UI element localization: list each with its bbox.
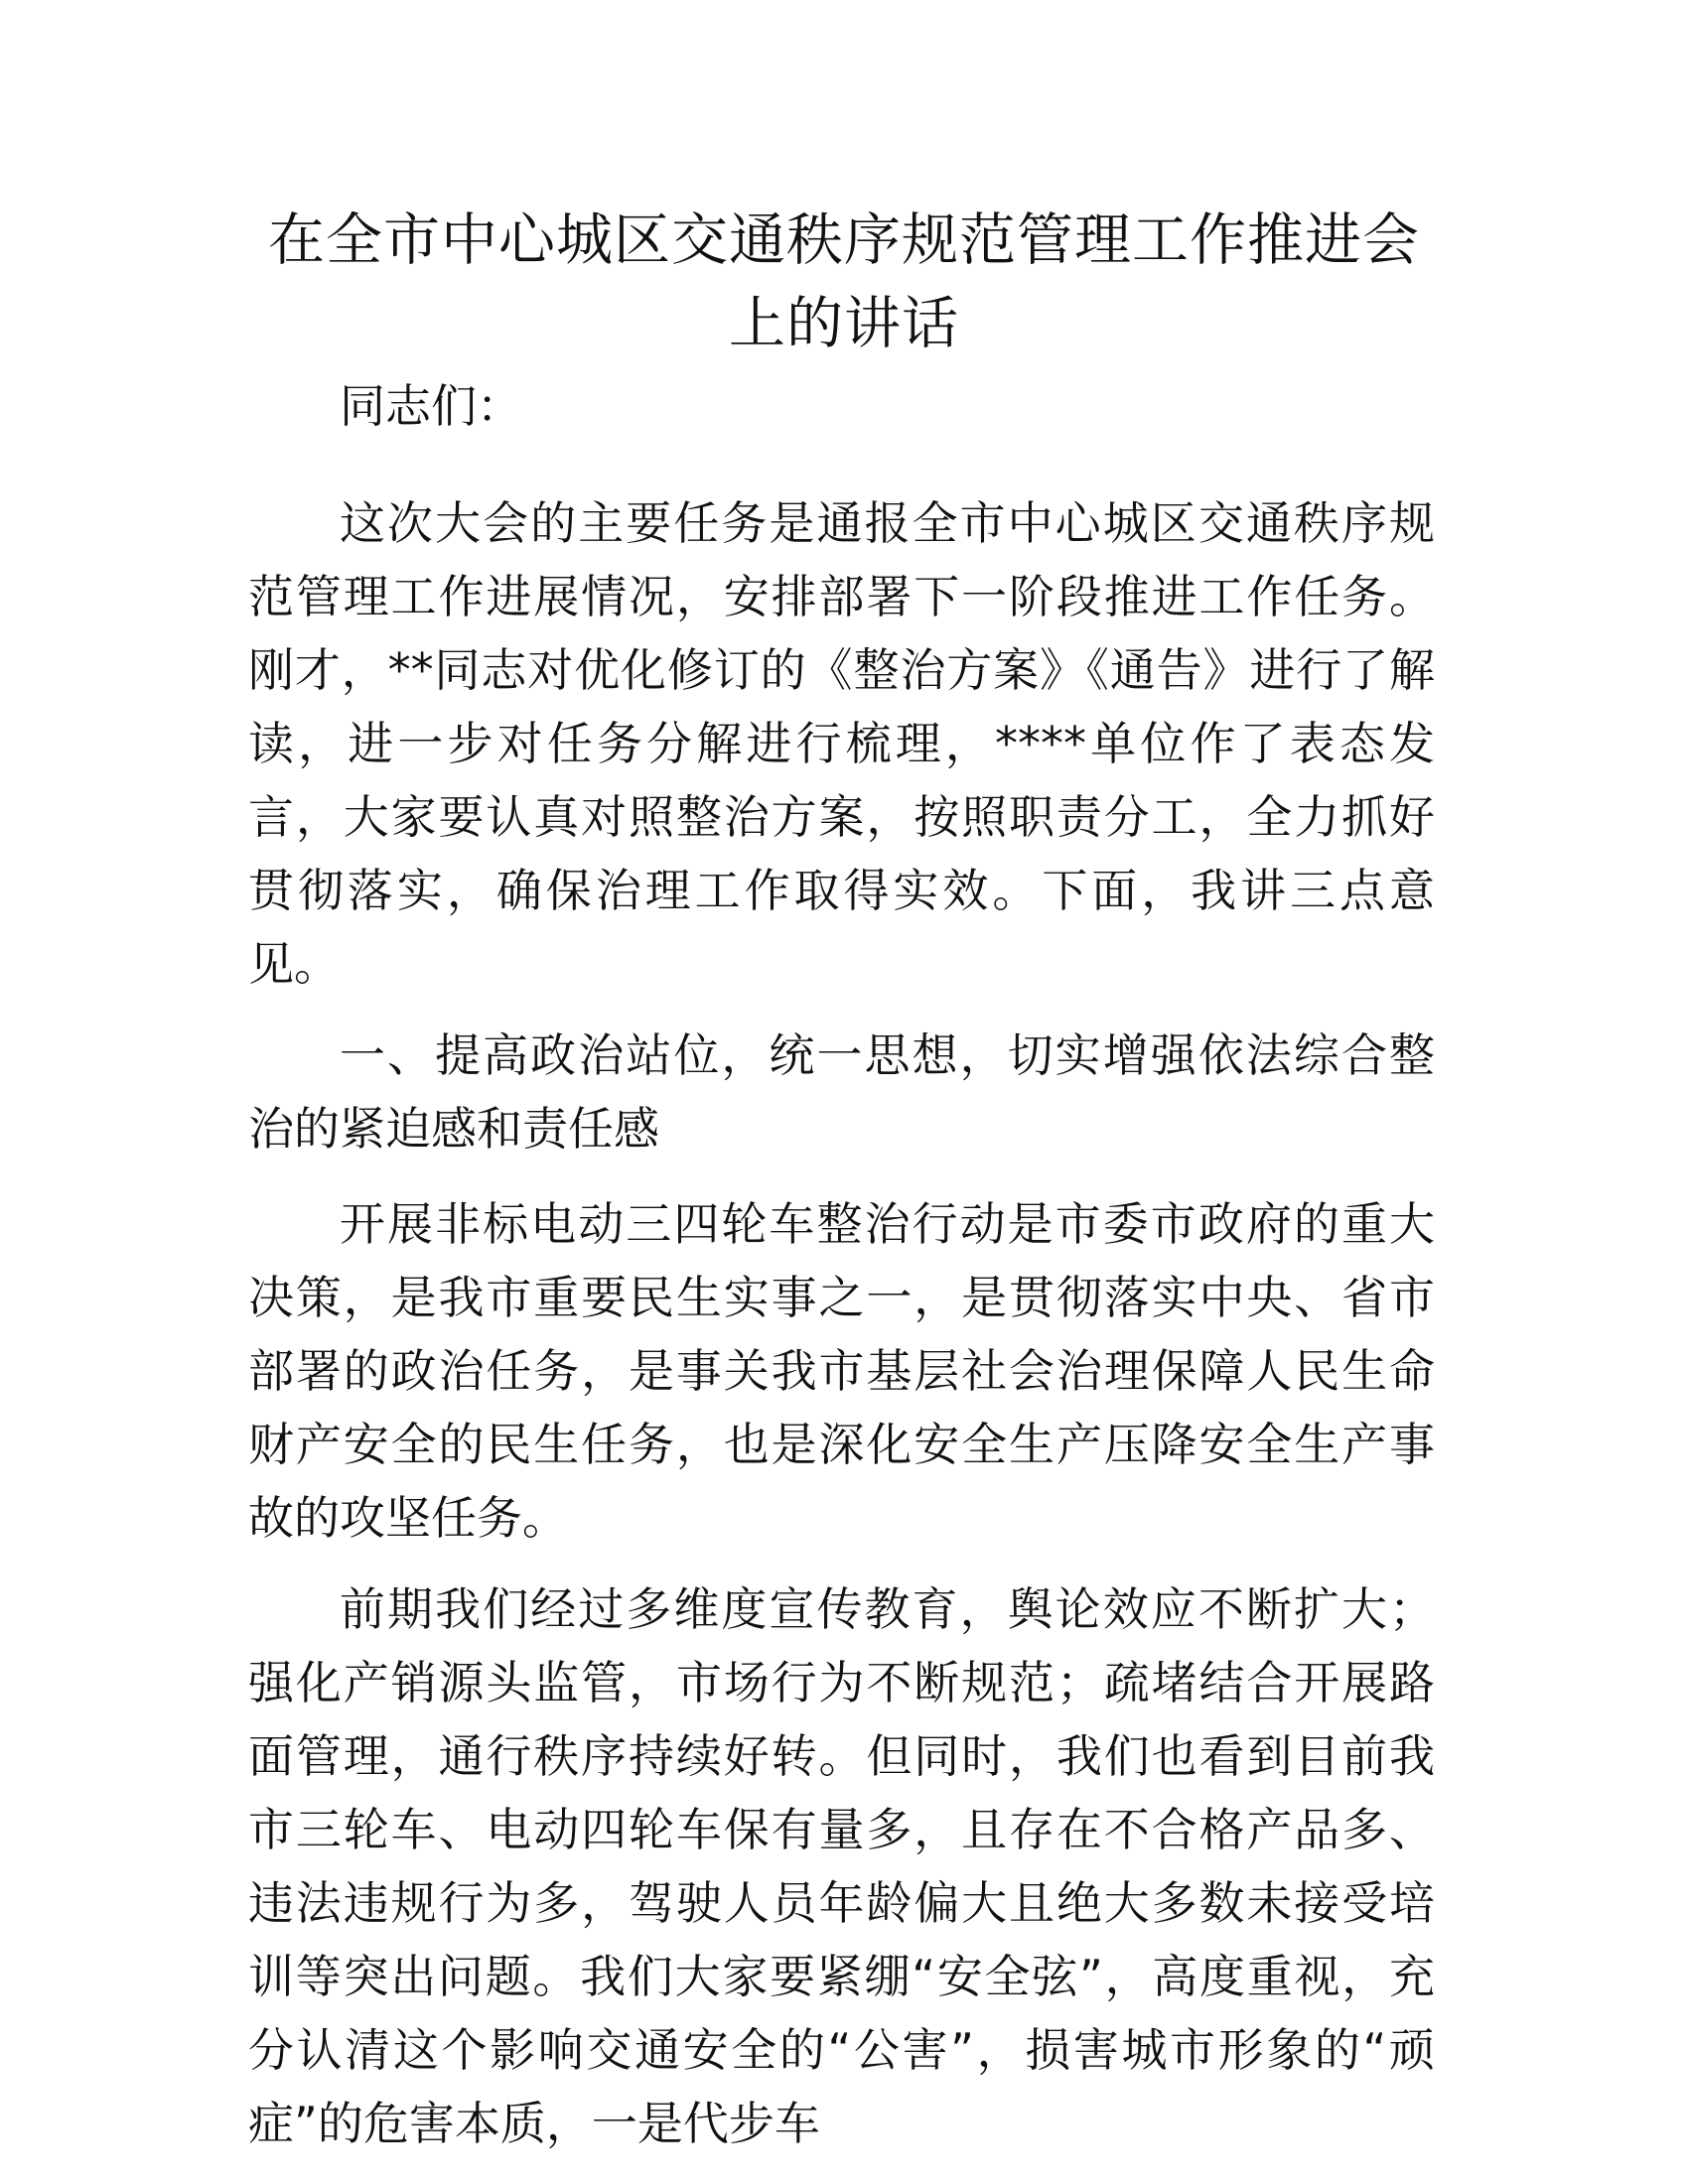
paragraph-intro: 这次大会的主要任务是通报全市中心城区交通秩序规范管理工作进展情况，安排部署下一阶段推进工作任务。刚才，**同志对优化修订的《整治方案》《通告》进行了解读，进一步对任务分解进行梳理，****单位作了表态发言，大家要认真对照整治方案，按照职责分工，全力抓好贯彻落实，确保治理工作取得实效。下面，我讲三点意见。 <box>248 496 1435 991</box>
salutation: 同志们： <box>340 379 522 433</box>
paragraph-progress: 前期我们经过多维度宣传教育，舆论效应不断扩大；强化产销源头监管，市场行为不断规范；疏堵结合开展路面管理，通行秩序持续好转。但同时，我们也看到目前我市三轮车、电动四轮车保有量多，且存在不合格产品多、违法违规行为多，驾驶人员年龄偏大且绝大多数未接受培训等突出问题。我们大家要紧绷“安全弦”，高度重视，充分认清这个影响交通安全的“公害”，损害城市形象的“顽症”的危害本质，一是代步车 <box>248 1582 1435 2150</box>
document-title <box>248 199 1440 365</box>
section-heading-1: 一、提高政治站位，统一思想，切实增强依法综合整治的紧迫感和责任感 <box>248 1028 1435 1156</box>
document-body <box>248 369 1435 2178</box>
title-line-2: 上的讲话 <box>729 291 959 356</box>
title-line-1: 在全市中心城区交通秩序规范管理工作推进会 <box>268 207 1420 273</box>
paragraph-decision: 开展非标电动三四轮车整治行动是市委市政府的重大决策，是我市重要民生实事之一，是贯彻落实中央、省市部署的政治任务，是事关我市基层社会治理保障人民生命财产安全的民生任务，也是深化安全生产压降安全生产事故的攻坚任务。 <box>248 1197 1435 1545</box>
